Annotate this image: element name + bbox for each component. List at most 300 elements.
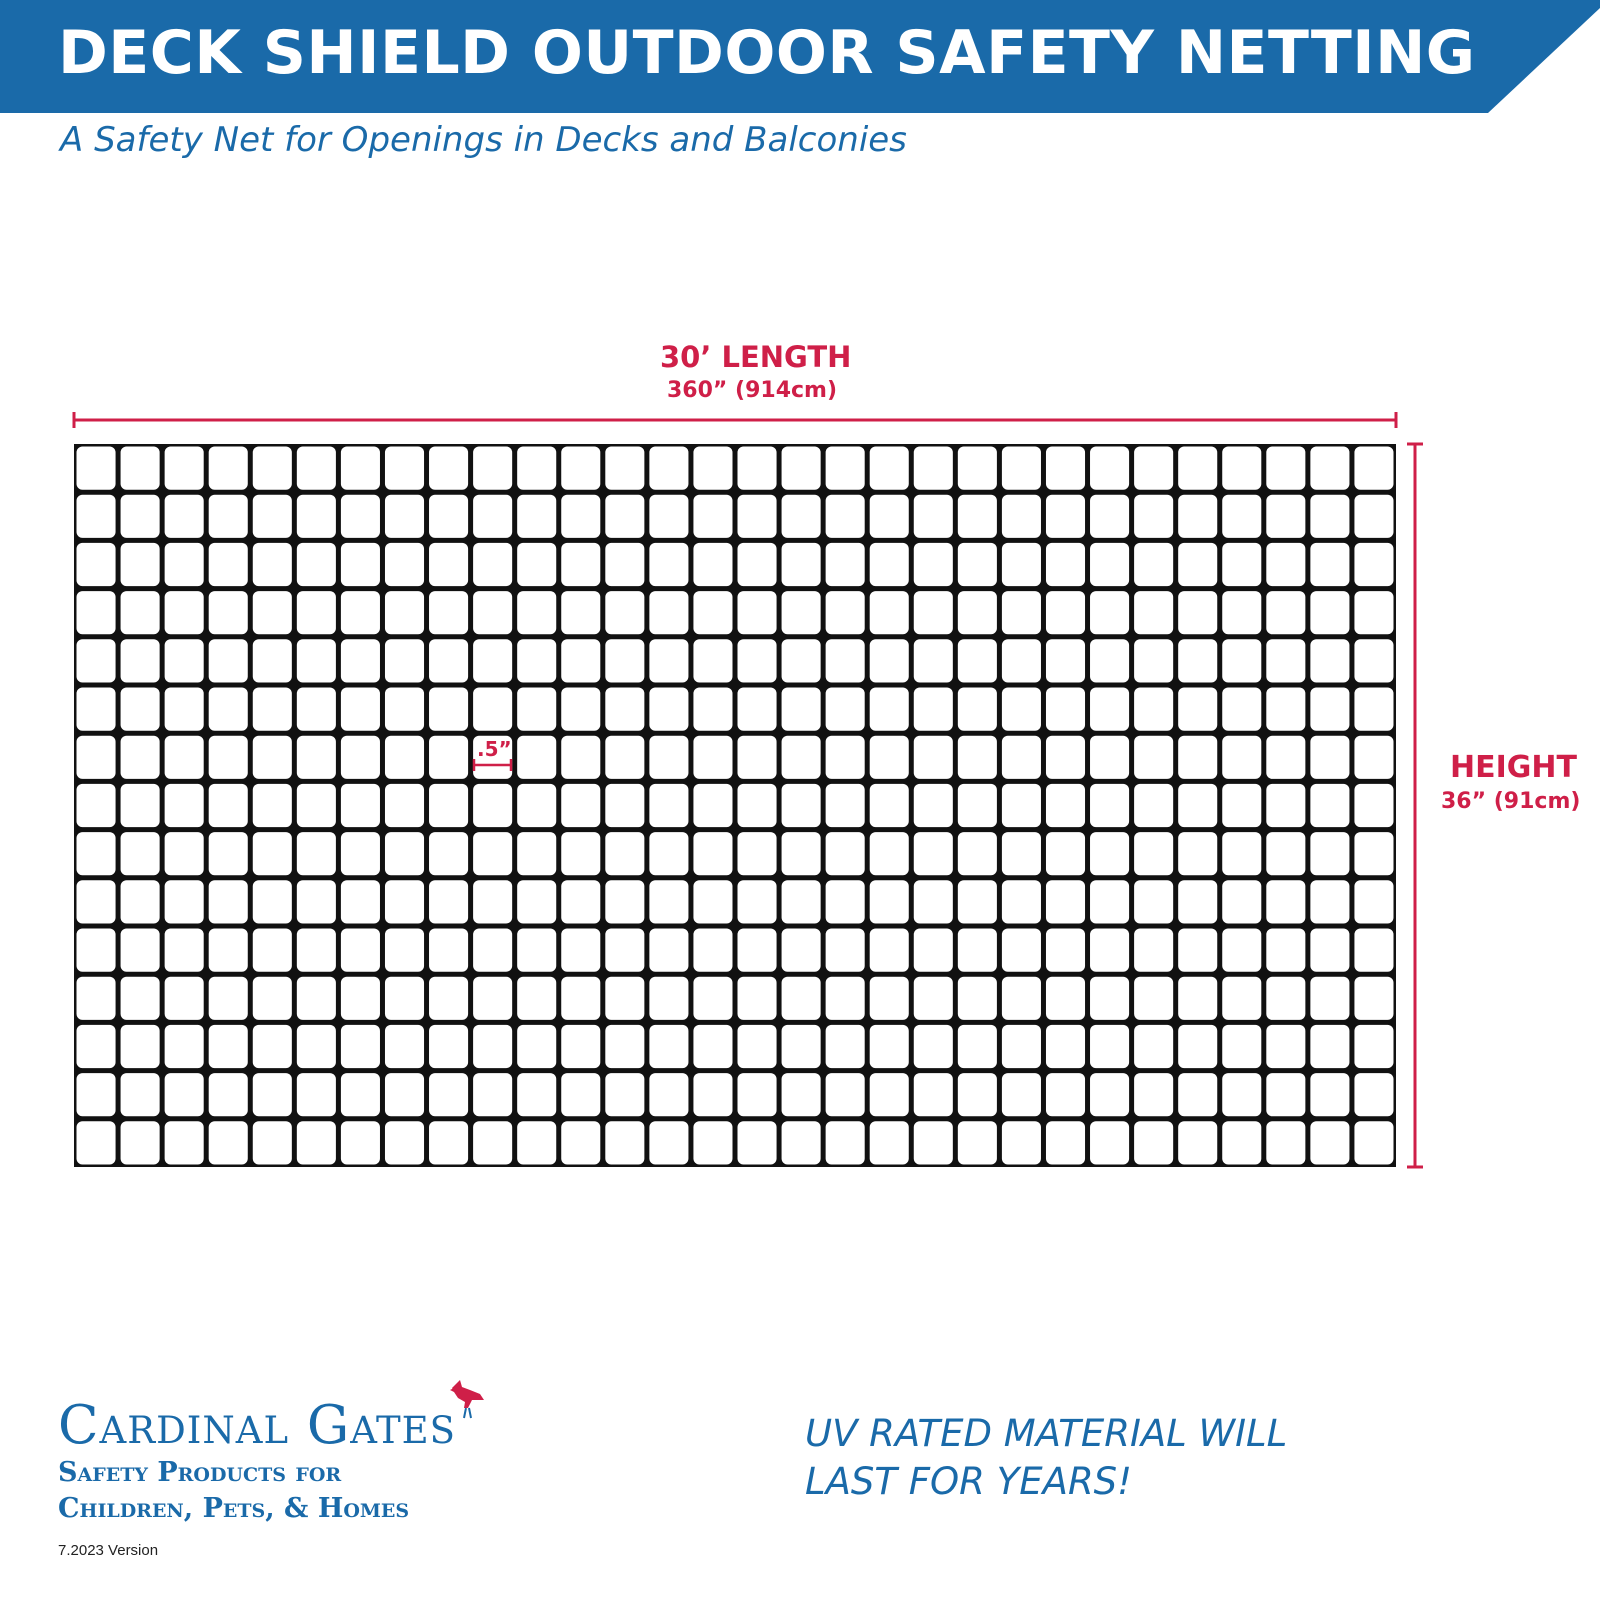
- net-mesh-cell: [121, 447, 160, 490]
- net-mesh-cell: [77, 447, 116, 490]
- net-mesh-cell: [1354, 736, 1393, 779]
- net-mesh-cell: [782, 929, 821, 972]
- net-mesh-cell: [77, 977, 116, 1020]
- net-mesh-cell: [561, 447, 600, 490]
- net-mesh-cell: [1222, 639, 1261, 682]
- net-mesh-cell: [958, 929, 997, 972]
- uv-promo-text: [805, 1410, 1287, 1506]
- net-mesh-cell: [473, 447, 512, 490]
- net-mesh-cell: [77, 736, 116, 779]
- net-mesh-cell: [341, 736, 380, 779]
- net-mesh-cell: [1354, 1121, 1393, 1164]
- net-mesh-cell: [738, 929, 777, 972]
- net-mesh-cell: [561, 977, 600, 1020]
- net-mesh-cell: [738, 736, 777, 779]
- net-mesh-cell: [517, 543, 556, 586]
- net-mesh-cell: [1178, 929, 1217, 972]
- net-mesh-cell: [1046, 688, 1085, 731]
- net-mesh-cell: [1266, 736, 1305, 779]
- net-mesh-cell: [253, 784, 292, 827]
- net-mesh-cell: [1046, 591, 1085, 634]
- net-mesh-cell: [782, 784, 821, 827]
- net-mesh-cell: [870, 929, 909, 972]
- net-mesh-cell: [870, 639, 909, 682]
- uv-promo-line2: LAST FOR YEARS!: [805, 1460, 1132, 1503]
- net-mesh-cell: [165, 591, 204, 634]
- net-mesh-cell: [253, 639, 292, 682]
- net-mesh-cell: [385, 784, 424, 827]
- net-mesh-cell: [958, 977, 997, 1020]
- net-mesh-cell: [253, 1121, 292, 1164]
- net-mesh-cell: [253, 977, 292, 1020]
- net-mesh-cell: [1046, 543, 1085, 586]
- net-mesh-cell: [605, 639, 644, 682]
- net-mesh-cell: [1002, 639, 1041, 682]
- net-mesh-cell: [1310, 977, 1349, 1020]
- net-mesh-cell: [870, 447, 909, 490]
- net-mesh-cell: [1090, 1121, 1129, 1164]
- net-mesh-cell: [429, 929, 468, 972]
- net-mesh-cell: [1002, 929, 1041, 972]
- net-mesh-cell: [1222, 736, 1261, 779]
- net-mesh-cell: [958, 495, 997, 538]
- net-mesh-cell: [1090, 784, 1129, 827]
- net-mesh-cell: [738, 1121, 777, 1164]
- net-mesh-cell: [1222, 880, 1261, 923]
- net-mesh-cell: [165, 736, 204, 779]
- net-mesh-cell: [1178, 736, 1217, 779]
- net-mesh-cell: [1178, 543, 1217, 586]
- net-mesh-cell: [1354, 495, 1393, 538]
- net-mesh-cell: [429, 977, 468, 1020]
- net-mesh-cell: [561, 1025, 600, 1068]
- net-mesh-cell: [870, 1121, 909, 1164]
- net-mesh-cell: [165, 447, 204, 490]
- net-mesh-cell: [165, 1121, 204, 1164]
- net-mesh-cell: [693, 977, 732, 1020]
- net-mesh-cell: [1354, 543, 1393, 586]
- net-mesh-cell: [782, 447, 821, 490]
- net-mesh-cell: [693, 1121, 732, 1164]
- net-mesh-cell: [826, 688, 865, 731]
- net-mesh-cell: [1046, 1121, 1085, 1164]
- net-mesh-cell: [165, 1073, 204, 1116]
- net-mesh-cell: [385, 688, 424, 731]
- net-mesh-cell: [1090, 495, 1129, 538]
- net-mesh-cell: [473, 543, 512, 586]
- net-mesh-cell: [253, 1025, 292, 1068]
- net-mesh-cell: [385, 639, 424, 682]
- net-mesh-cell: [1310, 1073, 1349, 1116]
- net-mesh-cell: [605, 1025, 644, 1068]
- net-mesh-cell: [209, 591, 248, 634]
- net-mesh-cell: [209, 977, 248, 1020]
- net-mesh-cell: [253, 832, 292, 875]
- net-mesh-cell: [1046, 736, 1085, 779]
- net-mesh-cell: [605, 591, 644, 634]
- net-mesh-cell: [738, 543, 777, 586]
- net-mesh-cell: [826, 1121, 865, 1164]
- net-mesh-cell: [429, 1121, 468, 1164]
- net-mesh-cell: [1266, 639, 1305, 682]
- net-mesh-cell: [209, 543, 248, 586]
- net-mesh-cell: [1046, 880, 1085, 923]
- net-mesh-cell: [429, 832, 468, 875]
- net-mesh-cell: [1134, 929, 1173, 972]
- net-mesh-cell: [1178, 977, 1217, 1020]
- net-mesh-cell: [429, 543, 468, 586]
- net-mesh-cell: [1266, 543, 1305, 586]
- net-mesh-cell: [253, 591, 292, 634]
- net-mesh-cell: [209, 688, 248, 731]
- net-mesh-cell: [738, 591, 777, 634]
- net-mesh-cell: [649, 688, 688, 731]
- net-mesh-cell: [605, 929, 644, 972]
- net-mesh-cell: [1090, 832, 1129, 875]
- net-mesh-cell: [1310, 543, 1349, 586]
- net-mesh-cell: [385, 591, 424, 634]
- length-label: 30’ LENGTH: [660, 340, 852, 374]
- net-mesh-cell: [693, 591, 732, 634]
- net-mesh-cell: [914, 736, 953, 779]
- net-mesh-cell: [1354, 639, 1393, 682]
- net-mesh-cell: [693, 784, 732, 827]
- net-mesh-cell: [341, 543, 380, 586]
- net-mesh-cell: [385, 736, 424, 779]
- net-mesh-cell: [914, 688, 953, 731]
- net-mesh-cell: [738, 977, 777, 1020]
- net-mesh-cell: [914, 977, 953, 1020]
- net-mesh-cell: [1266, 688, 1305, 731]
- net-mesh-cell: [517, 591, 556, 634]
- brand-name: Cardinal Gates: [58, 1395, 456, 1456]
- net-mesh-cell: [1134, 639, 1173, 682]
- net-mesh-cell: [297, 543, 336, 586]
- net-mesh-cell: [209, 1025, 248, 1068]
- net-mesh-cell: [253, 543, 292, 586]
- net-mesh-cell: [958, 832, 997, 875]
- net-mesh-cell: [1310, 784, 1349, 827]
- height-detail: 36” (91cm): [1441, 789, 1581, 814]
- net-mesh-cell: [1178, 495, 1217, 538]
- net-mesh-cell: [1002, 447, 1041, 490]
- net-mesh-cell: [1178, 1073, 1217, 1116]
- net-mesh-cell: [693, 1073, 732, 1116]
- net-mesh-cell: [1002, 543, 1041, 586]
- net-mesh-cell: [1266, 1073, 1305, 1116]
- net-mesh-cell: [473, 1121, 512, 1164]
- net-mesh-cell: [1310, 736, 1349, 779]
- net-mesh-cell: [1266, 1121, 1305, 1164]
- net-mesh-cell: [517, 639, 556, 682]
- net-mesh-cell: [1310, 1121, 1349, 1164]
- net-mesh-cell: [958, 1121, 997, 1164]
- net-mesh-cell: [1266, 495, 1305, 538]
- net-mesh-cell: [561, 591, 600, 634]
- net-mesh-cell: [914, 591, 953, 634]
- net-mesh-cell: [429, 784, 468, 827]
- net-mesh-cell: [517, 1025, 556, 1068]
- net-mesh-cell: [870, 591, 909, 634]
- net-mesh-cell: [1134, 543, 1173, 586]
- net-mesh-cell: [693, 495, 732, 538]
- net-mesh-cell: [1090, 543, 1129, 586]
- net-mesh-cell: [165, 784, 204, 827]
- net-mesh-cell: [738, 688, 777, 731]
- net-mesh-cell: [1266, 832, 1305, 875]
- net-mesh-cell: [738, 495, 777, 538]
- net-mesh-cell: [253, 929, 292, 972]
- net-mesh-cell: [253, 880, 292, 923]
- net-mesh-cell: [209, 784, 248, 827]
- net-mesh-cell: [1046, 1073, 1085, 1116]
- net-mesh-cell: [870, 880, 909, 923]
- net-mesh-cell: [297, 591, 336, 634]
- net-mesh-cell: [870, 1025, 909, 1068]
- net-mesh-cell: [1354, 929, 1393, 972]
- net-mesh-cell: [1046, 1025, 1085, 1068]
- height-label: HEIGHT: [1450, 750, 1577, 785]
- net-mesh-cell: [253, 736, 292, 779]
- net-mesh-cell: [429, 591, 468, 634]
- net-mesh-cell: [341, 784, 380, 827]
- net-mesh-cell: [385, 447, 424, 490]
- net-mesh-cell: [693, 639, 732, 682]
- net-mesh-cell: [1310, 639, 1349, 682]
- net-mesh-cell: [649, 784, 688, 827]
- net-mesh-cell: [1354, 977, 1393, 1020]
- net-mesh-cell: [77, 880, 116, 923]
- net-mesh-cell: [958, 591, 997, 634]
- net-mesh-cell: [693, 1025, 732, 1068]
- net-mesh-cell: [826, 929, 865, 972]
- net-mesh-cell: [1090, 1073, 1129, 1116]
- net-mesh-cell: [561, 688, 600, 731]
- net-mesh-cell: [341, 639, 380, 682]
- net-mesh-cell: [1310, 447, 1349, 490]
- net-mesh-cell: [958, 880, 997, 923]
- uv-promo-line1: UV RATED MATERIAL WILL: [805, 1412, 1288, 1455]
- net-mesh-cell: [561, 929, 600, 972]
- net-mesh-cell: [914, 832, 953, 875]
- net-mesh-cell: [297, 929, 336, 972]
- net-mesh-cell: [826, 1025, 865, 1068]
- net-mesh-cell: [209, 832, 248, 875]
- net-mesh-cell: [1222, 591, 1261, 634]
- net-mesh-cell: [649, 880, 688, 923]
- net-mesh-cell: [121, 639, 160, 682]
- safety-net-grid: [74, 444, 1396, 1167]
- net-mesh-cell: [1310, 880, 1349, 923]
- net-mesh-cell: [517, 784, 556, 827]
- net-mesh-cell: [429, 1073, 468, 1116]
- length-detail: 360” (914cm): [667, 378, 838, 403]
- net-mesh-cell: [1090, 1025, 1129, 1068]
- net-mesh-cell: [605, 736, 644, 779]
- net-mesh-cell: [121, 880, 160, 923]
- net-mesh-cell: [958, 688, 997, 731]
- net-mesh-cell: [782, 495, 821, 538]
- net-mesh-cell: [121, 688, 160, 731]
- net-mesh-cell: [605, 1121, 644, 1164]
- net-mesh-cell: [1310, 495, 1349, 538]
- net-mesh-cell: [738, 784, 777, 827]
- net-mesh-cell: [561, 736, 600, 779]
- net-mesh-cell: [826, 495, 865, 538]
- net-mesh-cell: [693, 880, 732, 923]
- net-mesh-cell: [297, 1121, 336, 1164]
- net-mesh-cell: [429, 639, 468, 682]
- net-mesh-cell: [385, 832, 424, 875]
- net-mesh-cell: [341, 832, 380, 875]
- net-mesh-cell: [958, 639, 997, 682]
- net-mesh-cell: [517, 929, 556, 972]
- net-mesh-cell: [473, 880, 512, 923]
- net-mesh-cell: [473, 639, 512, 682]
- net-mesh-cell: [1002, 1025, 1041, 1068]
- net-mesh-cell: [341, 447, 380, 490]
- net-mesh-cell: [77, 591, 116, 634]
- net-mesh-cell: [914, 543, 953, 586]
- net-mesh-cell: [1354, 1025, 1393, 1068]
- net-mesh-cell: [77, 495, 116, 538]
- net-mesh-cell: [1134, 688, 1173, 731]
- net-mesh-cell: [826, 880, 865, 923]
- net-mesh-cell: [870, 688, 909, 731]
- net-mesh-cell: [1354, 688, 1393, 731]
- net-mesh-cell: [693, 543, 732, 586]
- net-mesh-cell: [1178, 784, 1217, 827]
- net-mesh-cell: [429, 495, 468, 538]
- net-mesh-cell: [826, 977, 865, 1020]
- net-mesh-cell: [1222, 543, 1261, 586]
- net-mesh-cell: [297, 832, 336, 875]
- net-mesh-cell: [914, 1121, 953, 1164]
- net-mesh-cell: [1222, 832, 1261, 875]
- net-mesh-cell: [385, 929, 424, 972]
- net-mesh-cell: [1090, 929, 1129, 972]
- net-mesh-cell: [1266, 880, 1305, 923]
- net-mesh-cell: [693, 688, 732, 731]
- net-mesh-cell: [385, 1025, 424, 1068]
- net-mesh-cell: [209, 639, 248, 682]
- net-mesh-cell: [1266, 1025, 1305, 1068]
- net-mesh-cell: [1090, 639, 1129, 682]
- net-mesh-cell: [297, 1073, 336, 1116]
- net-mesh-cell: [1266, 977, 1305, 1020]
- net-mesh-cell: [1222, 784, 1261, 827]
- net-mesh-cell: [1090, 736, 1129, 779]
- net-mesh-cell: [473, 591, 512, 634]
- net-mesh-cell: [1090, 591, 1129, 634]
- net-mesh-cell: [297, 736, 336, 779]
- net-mesh-cell: [1002, 1073, 1041, 1116]
- net-mesh-cell: [826, 447, 865, 490]
- net-mesh-cell: [517, 447, 556, 490]
- net-mesh-cell: [649, 495, 688, 538]
- net-mesh-cell: [517, 495, 556, 538]
- net-mesh-cell: [77, 832, 116, 875]
- net-mesh-cell: [121, 736, 160, 779]
- net-mesh-cell: [1222, 1025, 1261, 1068]
- net-mesh-cell: [385, 1121, 424, 1164]
- net-mesh-cell: [782, 832, 821, 875]
- net-mesh-cell: [1002, 977, 1041, 1020]
- net-mesh-cell: [561, 1073, 600, 1116]
- net-mesh-cell: [385, 495, 424, 538]
- net-mesh-cell: [1002, 784, 1041, 827]
- net-mesh-cell: [605, 784, 644, 827]
- net-mesh-cell: [782, 543, 821, 586]
- net-mesh-cell: [782, 1025, 821, 1068]
- net-mesh-cell: [209, 880, 248, 923]
- net-mesh-cell: [253, 495, 292, 538]
- net-mesh-cell: [517, 1121, 556, 1164]
- net-mesh-cell: [826, 591, 865, 634]
- net-mesh-cell: [121, 784, 160, 827]
- version-note: 7.2023 Version: [58, 1542, 159, 1559]
- net-mesh-cell: [605, 977, 644, 1020]
- net-mesh-cell: [341, 880, 380, 923]
- net-mesh-cell: [914, 784, 953, 827]
- net-mesh-cell: [1178, 447, 1217, 490]
- net-mesh-cell: [1178, 639, 1217, 682]
- net-mesh-cell: [870, 1073, 909, 1116]
- net-mesh-cell: [1178, 1025, 1217, 1068]
- net-mesh-cell: [826, 1073, 865, 1116]
- net-mesh-cell: [297, 977, 336, 1020]
- net-mesh-cell: [693, 736, 732, 779]
- net-mesh-cell: [209, 447, 248, 490]
- net-mesh-cell: [1222, 1073, 1261, 1116]
- net-mesh-cell: [958, 543, 997, 586]
- net-mesh-cell: [826, 543, 865, 586]
- net-mesh-cell: [1178, 591, 1217, 634]
- net-mesh-cell: [1090, 977, 1129, 1020]
- brand-logo: [58, 1395, 456, 1526]
- net-mesh-cell: [1134, 495, 1173, 538]
- net-mesh-cell: [649, 591, 688, 634]
- net-mesh-cell: [1266, 784, 1305, 827]
- net-mesh-cell: [341, 495, 380, 538]
- net-mesh-cell: [473, 688, 512, 731]
- net-mesh-cell: [1002, 688, 1041, 731]
- net-mesh-cell: [165, 880, 204, 923]
- net-mesh-cell: [649, 1073, 688, 1116]
- net-mesh-cell: [429, 688, 468, 731]
- net-mesh-cell: [914, 447, 953, 490]
- net-mesh-cell: [649, 639, 688, 682]
- net-mesh-cell: [1310, 929, 1349, 972]
- net-mesh-cell: [1134, 977, 1173, 1020]
- net-mesh-cell: [914, 639, 953, 682]
- net-mesh-cell: [1134, 832, 1173, 875]
- length-dimension-line: [74, 412, 1396, 428]
- net-mesh-cell: [121, 1121, 160, 1164]
- net-mesh-cell: [297, 688, 336, 731]
- net-mesh-cell: [738, 447, 777, 490]
- net-mesh-cell: [1222, 977, 1261, 1020]
- net-mesh-cell: [1002, 591, 1041, 634]
- net-mesh-cell: [649, 543, 688, 586]
- net-mesh-cell: [1354, 784, 1393, 827]
- net-mesh-cell: [1266, 591, 1305, 634]
- net-mesh-cell: [1002, 1121, 1041, 1164]
- net-mesh-cell: [209, 1121, 248, 1164]
- net-mesh-cell: [473, 495, 512, 538]
- height-dimension-line: [1407, 444, 1423, 1167]
- net-mesh-cell: [1222, 929, 1261, 972]
